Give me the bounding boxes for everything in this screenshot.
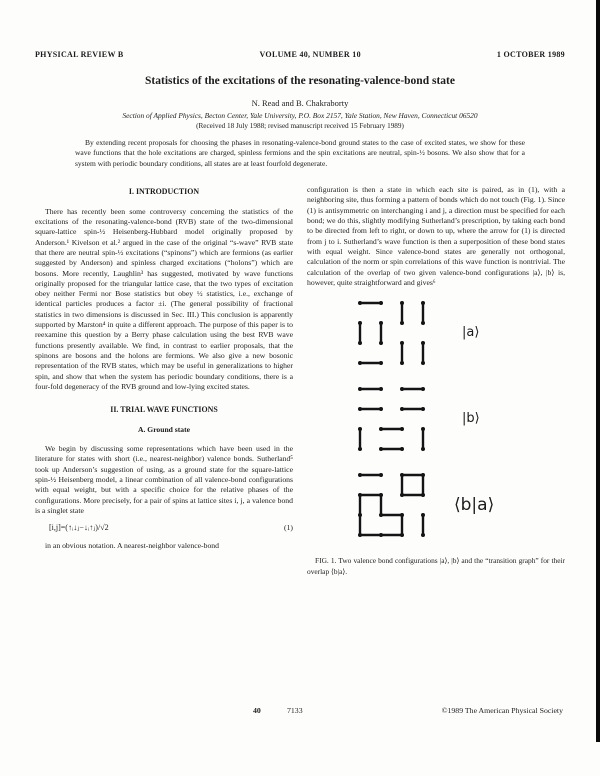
ket-label-b: |b⟩ (462, 411, 480, 427)
figure-1 (355, 298, 565, 540)
received-note: (Received 18 July 1988; revised manuscript received 15 February 1989) (196, 122, 404, 130)
volume-number: VOLUME 40, NUMBER 10 (259, 50, 361, 59)
subsection-heading-ground-state: A. Ground state (138, 424, 190, 434)
section-heading-introduction: I. INTRODUCTION (128, 187, 200, 197)
footer-volume: 40 (253, 706, 261, 715)
scan-edge-artifact (596, 0, 600, 742)
left-column (35, 185, 293, 577)
abstract: By extending recent proposals for choosing the phases in resonating-valence-bond ground states to the case of excited states, we show for these wave functions that the hole excitations are charged, spinless fermions and the spin excitations are neutral, spin-½ bosons. We also show that for a system with periodic boundary conditions, all states are at least fourfold degenerate. (75, 138, 525, 168)
intro-paragraph: There has recently been some controversy concerning the statistics of the excitations of the resonating-valence-bond (RVB) state of the two-dimensional square-lattice spin-½ Heisenberg-Hubbard model originally proposed by Anderson.¹ Kivelson et al.² argued in the case of the original “s-wave” RVB state that there are neutral spin-½ excitations (“spinons”) which are fermions (as earlier suggested by Anderson) and spinless charged excitations (“holons”) which are bosons. More recently, Laughlin³ has suggested, motivated by wave functions originally proposed for the triangular lattice case, that the two types of excitation obey neither Fermi nor Bose statistics but obey ½ statistics, i.e., exchange of identical particles produces a factor ±i. (The general possibility of fractional statistics in two dimensions is discussed in Sec. III.) This conclusion is apparently supported by Marston⁴ in quite a different approach. The purpose of this paper is to reexamine this question by a Berry phase calculation using the best RVB wave functions presently available. We find, in contrast to earlier proposals, that the spinons are bosons and the holons are fermions. We also give a new bosonic representation of the RVB states, which may be useful in generalizations to higher spin, and show that when the system has periodic boundary conditions, there is a four-fold degeneracy of the RVB ground and low-lying excited states. (35, 206, 293, 391)
figure-panel-transition-graph (355, 470, 565, 540)
figure-panel-config-a (355, 298, 565, 368)
affiliation: Section of Applied Physics, Becton Center, Yale University, P.O. Box 2157, Yale Station, New Haven, Connecticut 06520 (122, 111, 478, 120)
overlap-label-ba: ⟨b|a⟩ (454, 494, 495, 515)
after-equation-text: in an obvious notation. A nearest-neighbor valence-bond (45, 540, 219, 550)
continuation-paragraph: configuration is then a state in which each site is paired, as in (1), with a neighboring site, thus forming a pattern of bonds which do not touch (Fig. 1). Since (1) is antisymmetric on interchanging i and j, a direction must be specified for each bond; we do this, slightly modifying Sutherland’s prescription, by taking each bond to be directed from left to right, or down to up, where the arrow for (1) is directed from j to i. Sutherland’s wave function is then a superposition of these bond states with equal weight. Since valence-bond states are generally not orthogonal, calculation of the norm or spin correlations of this wave function is nontrivial. The calculation of the overlap of two given valence-bond configurations |a⟩, |b⟩ is, however, quite straightforward and gives⁶ (307, 185, 565, 287)
ket-label-a: |a⟩ (462, 325, 480, 341)
right-column (307, 185, 565, 577)
journal-name: PHYSICAL REVIEW B (35, 50, 124, 59)
footer-copyright: ©1989 The American Physical Society (441, 706, 563, 715)
equation-1-number: (1) (284, 523, 293, 533)
figure-1-caption: FIG. 1. Two valence bond configurations |a⟩, |b⟩ and the “transition graph” for their overlap ⟨b|a⟩. (307, 556, 565, 576)
authors: N. Read and B. Chakraborty (251, 98, 349, 108)
journal-header (35, 50, 565, 59)
section-heading-trial-wave-functions: II. TRIAL WAVE FUNCTIONS (110, 405, 218, 415)
footer-page-number: 7133 (287, 706, 303, 715)
page-footer (35, 706, 565, 720)
ground-state-paragraph: We begin by discussing some representations which have been used in the literature for states with short (i.e., nearest-neighbor) valence bonds. Sutherland⁵ took up Anderson’s suggestion of using, as a ground state for the square-lattice spin-½ Heisenberg model, a linear combination of all valence-bond configurations with equal weight, but with a specific choice for the relative phases of the configurations. More precisely, for a pair of spins at lattice sites i, j, a valence bond is a singlet state (35, 444, 293, 515)
equation-1-row (35, 523, 293, 534)
figure-panel-config-b (355, 384, 565, 454)
issue-date: 1 OCTOBER 1989 (496, 50, 565, 59)
transition-graph-diagram (355, 470, 428, 540)
body-columns (35, 185, 565, 577)
equation-1: [i,j]=(↑ᵢ↓ⱼ−↓ᵢ↑ⱼ)/√2 (49, 523, 109, 533)
valence-bond-diagram-b (355, 384, 428, 454)
paper-title: Statistics of the excitations of the resonating-valence-bond state (145, 75, 455, 87)
valence-bond-diagram-a (355, 298, 428, 368)
